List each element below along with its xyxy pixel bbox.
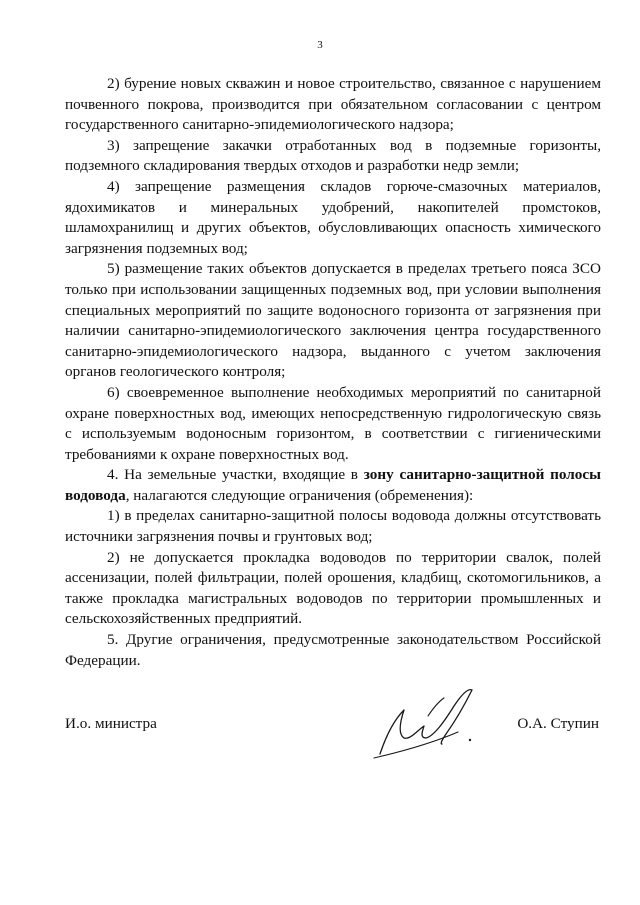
paragraph-placement: 5) размещение таких объектов допускается в пределах третьего пояса ЗСО только при использовании защищенных подземных вод, при условии выполнения специальных мероприятий по защите водоносного горизонта от загрязнения при наличии санитарно-эпидемиологического заключения центра государственного санитарно-эпидемиологического надзора, выданного с учетом заключения органов геологического контроля; [65,260,601,381]
signature-block [65,710,601,770]
land-plots-suffix: , налагаются следующие ограничения (обременения): [125,486,474,504]
paragraph-drilling: 2) бурение новых скважин и новое строительство, связанное с нарушением почвенного покрова, производится при обязательном согласовании с центром государственного санитарно-эпидемиологического надзора; [65,75,601,134]
signatory-name: О.А. Ступин [517,715,599,732]
paragraph-storage-ban: 4) запрещение размещения складов горюче-смазочных материалов, ядохимикатов и минеральных удобрений, накопителей промстоков, шламохранилищ и других объектов, обусловливающих опасность химического загрязнения подземных вод; [65,177,601,257]
paragraph-surface-water: 6) своевременное выполнение необходимых мероприятий по санитарной охране поверхностных вод, имеющих непосредственную гидрологическую связь с используемым водоносным горизонтом, в соответствии с гигиеническими требованиями к охране поверхностных вод. [65,383,601,463]
paragraph-land-plots [65,465,601,506]
paragraph-injection-ban: 3) запрещение закачки отработанных вод в подземные горизонты, подземного складирования твердых отходов и разработки недр земли; [65,136,601,175]
handwritten-signature [370,682,490,762]
land-plots-prefix: 4. На земельные участки, входящие в [107,466,364,484]
protection-zone-term: зону санитарно-защитной полосы водовода [65,466,602,504]
document-body [65,74,601,671]
signatory-position: И.о. министра [65,715,157,732]
page-number: 3 [317,39,323,51]
paragraph-other-restrictions: 5. Другие ограничения, предусмотренные законодательством Российской Федерации. [65,631,601,669]
paragraph-pollution-sources: 1) в пределах санитарно-защитной полосы водовода должны отсутствовать источники загрязнения почвы и грунтовых вод; [65,507,601,546]
paragraph-pipeline-laying: 2) не допускается прокладка водоводов по территории свалок, полей ассенизации, полей фильтрации, полей орошения, кладбищ, скотомогильников, а также прокладка магистральных водоводов по территории промышленных и сельскохозяйственных предприятий. [65,548,601,628]
